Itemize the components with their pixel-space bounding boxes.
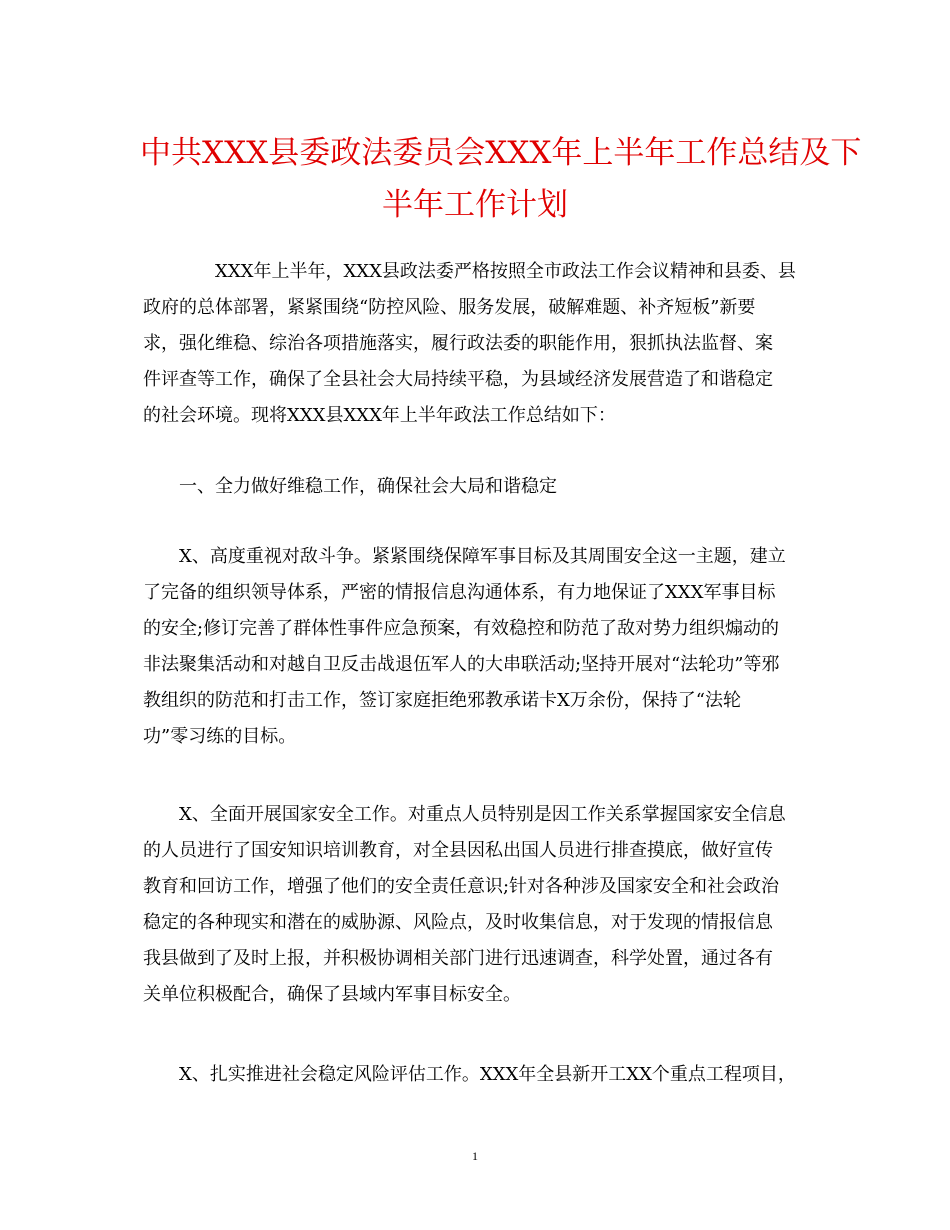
text-line: 的人员进行了国安知识培训教育，对全县因私出国人员进行排查摸底，做好宣传 xyxy=(143,840,773,861)
text-line: X、扎实推进社会稳定风险评估工作。XXX年全县新开工XX个重点工程项目， xyxy=(179,1064,796,1085)
text-line: 我县做到了及时上报，并积极协调相关部门进行迅速调查，科学处置，通过各有 xyxy=(143,948,773,969)
paragraph-x1 xyxy=(143,539,813,755)
text-line: 求，强化维稳、综治各项措施落实，履行政法委的职能作用，狠抓执法监督、案 xyxy=(143,333,773,354)
document-title xyxy=(140,127,862,231)
paragraph-x3 xyxy=(143,1057,813,1093)
intro-paragraph xyxy=(143,254,813,434)
text-line: 功”零习练的目标。 xyxy=(143,726,297,747)
text-line: 关单位积极配合，确保了县域内军事目标安全。 xyxy=(143,984,521,1005)
text-line: 稳定的各种现实和潜在的威胁源、风险点，及时收集信息，对于发现的情报信息 xyxy=(143,912,773,933)
text-line: XXX年上半年，XXX县政法委严格按照全市政法工作会议精神和县委、县 xyxy=(215,261,796,282)
paragraph-x2 xyxy=(143,797,813,1013)
text-line: 一、全力做好维稳工作，确保社会大局和谐稳定 xyxy=(179,476,557,497)
title-line-1: 中共XXX县委政法委员会XXX年上半年工作总结及下 xyxy=(140,135,862,171)
title-line-2: 半年工作计划 xyxy=(382,187,568,223)
page-number: 1 xyxy=(472,1149,478,1163)
text-line: 政府的总体部署，紧紧围绕“防控风险、服务发展，破解难题、补齐短板”新要 xyxy=(143,297,756,318)
text-line: 的社会环境。现将XXX县XXX年上半年政法工作总结如下： xyxy=(143,405,616,426)
text-line: 件评查等工作，确保了全县社会大局持续平稳，为县域经济发展营造了和谐稳定 xyxy=(143,369,773,390)
section-heading-1 xyxy=(143,469,813,505)
text-line: 了完备的组织领导体系，严密的情报信息沟通体系，有力地保证了XXX军事目标 xyxy=(143,582,776,603)
text-line: 非法聚集活动和对越自卫反击战退伍军人的大串联活动;坚持开展对“法轮功”等邪 xyxy=(143,654,780,675)
text-line: 教组织的防范和打击工作，签订家庭拒绝邪教承诺卡X万余份，保持了“法轮 xyxy=(143,690,742,711)
text-line: X、全面开展国家安全工作。对重点人员特别是因工作关系掌握国家安全信息 xyxy=(179,804,786,825)
text-line: X、高度重视对敌斗争。紧紧围绕保障军事目标及其周围安全这一主题，建立 xyxy=(179,546,786,567)
text-line: 教育和回访工作，增强了他们的安全责任意识;针对各种涉及国家安全和社会政治 xyxy=(143,876,780,897)
text-line: 的安全;修订完善了群体性事件应急预案，有效稳控和防范了敌对势力组织煽动的 xyxy=(143,618,780,639)
